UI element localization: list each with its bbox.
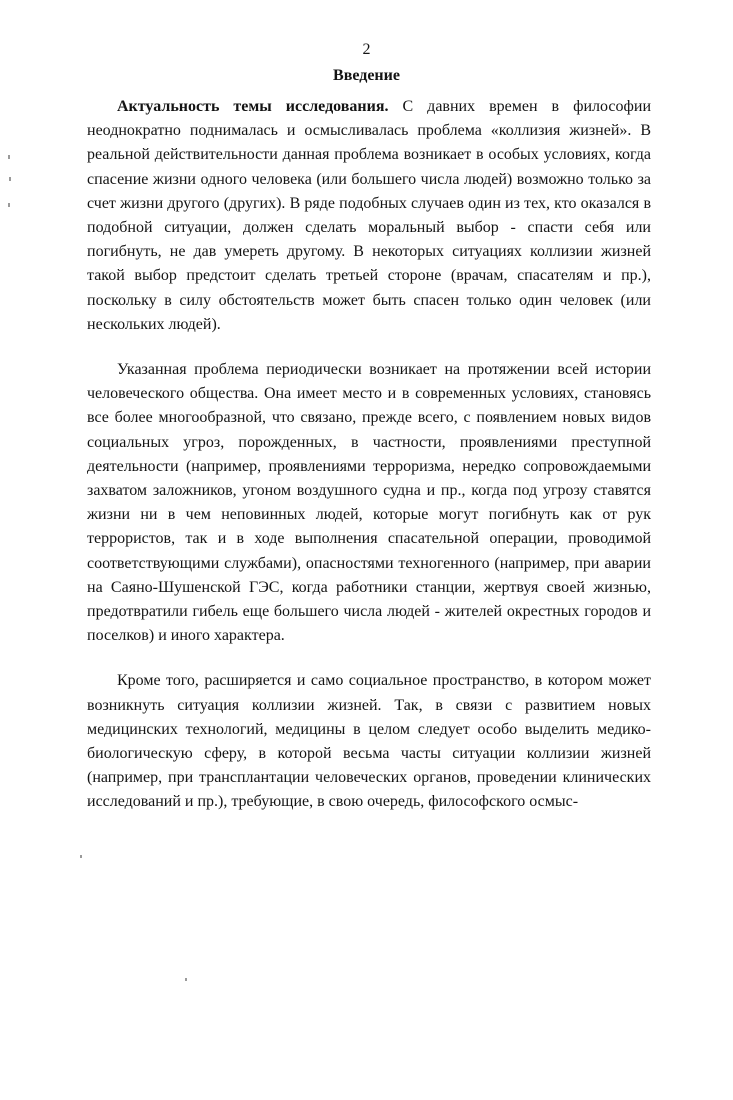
paragraph-relevance (87, 95, 651, 337)
page-number: 2 (362, 41, 371, 58)
section-title: Введение (333, 67, 400, 84)
scan-speck (80, 855, 82, 858)
paragraph-history (87, 358, 651, 648)
scan-speck (185, 978, 187, 981)
paragraph-text: Указанная проблема периодически возникает на протяжении всей истории человеческого общества. Она имеет место и в современных условиях, становясь все более многообразной, что связано, прежде всего, с появлением новых видов социальных угроз, порожденных, в частности, проявлениями преступной деятельности (например, проявлениями терроризма, нередко сопровождаемыми захватом заложников, угоном воздушного судна и пр., когда под угрозу ставятся жизни ни в чем неповинных людей, которые могут погибнуть как от рук террористов, так и в ходе выполнения спасательной операции, проводимой соответствующими службами), опасностями техногенного (например, при аварии на Саяно-Шушенской ГЭС, когда работники станции, жертвуя своей жизнью, предотвратили гибель еще большего числа людей - жителей окрестных городов и поселков) и иного характера. (87, 361, 651, 645)
scan-speck (8, 155, 10, 159)
paragraph-text: Кроме того, расширяется и само социальное пространство, в котором может возникнуть ситуация коллизии жизней. Так, в связи с развитием новых медицинских технологий, медицины в целом следует особо выделить медико-биологическую сферу, в которой весьма часты ситуации коллизии жизней (например, при трансплантации человеческих органов, проведении клинических исследований и пр.), требующие, в свою очередь, философского осмыс- (87, 672, 651, 811)
paragraph-lead-heading: Актуальность темы исследования. (117, 98, 389, 115)
body-text (87, 95, 651, 836)
scan-speck (9, 177, 11, 181)
paragraph-text: С давних времен в философии неоднократно поднималась и осмысливалась проблема «коллизия жизней». В реальной действительности данная проблема возникает в особых условиях, когда спасение жизни одного человека (или большего числа людей) возможно только за счет жизни другого (других). В ряде подобных случаев один из тех, кто оказался в подобной ситуации, должен сделать моральный выбор - спасти себя или погибнуть, не дав умереть другому. В некоторых ситуациях коллизии жизней такой выбор предстоит сделать третьей стороне (врачам, спасателям и пр.), поскольку в силу обстоятельств может быть спасен только один человек (или нескольких людей). (87, 98, 651, 333)
scan-speck (8, 203, 10, 207)
paragraph-social-space (87, 669, 651, 814)
